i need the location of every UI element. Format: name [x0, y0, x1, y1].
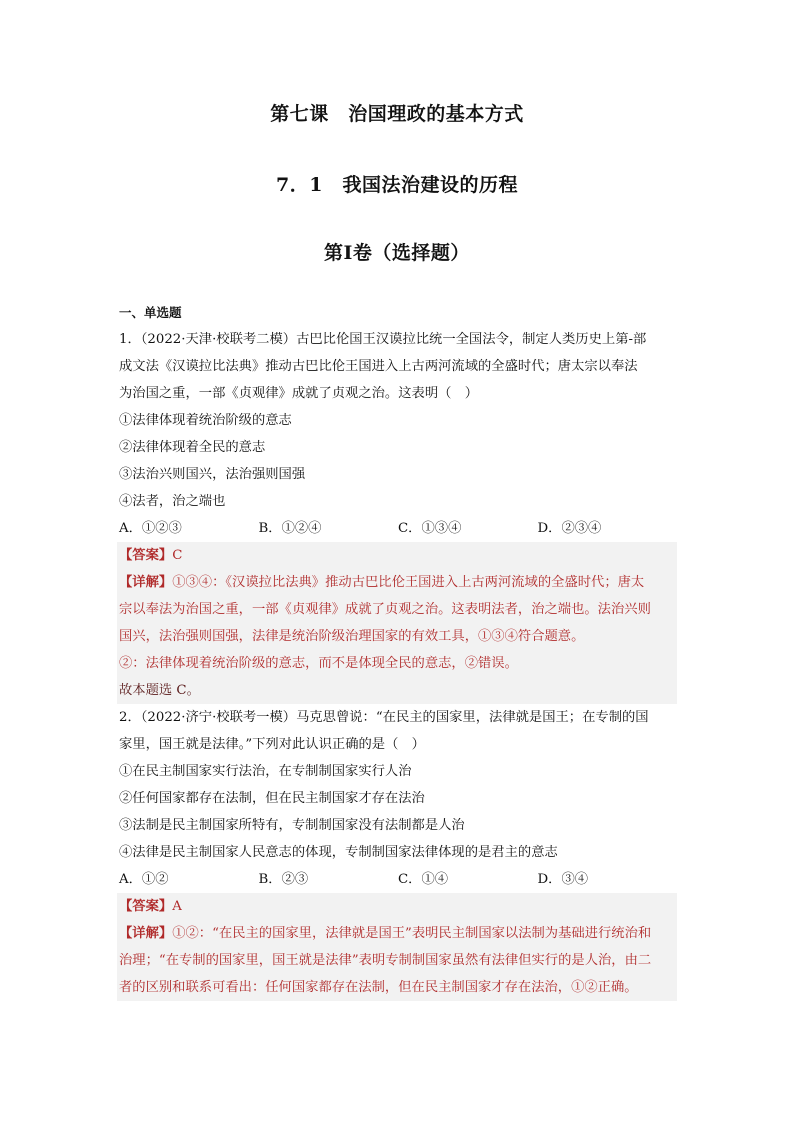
answer-block: [117, 542, 677, 704]
choice-a: A．①②: [119, 872, 169, 887]
answer-label: 【答案】: [119, 548, 173, 563]
detail-label: 【详解】: [119, 926, 173, 941]
question-2: [119, 704, 677, 1001]
detail-line: 者的区别和联系可看出：任何国家都存在法制，但在民主制国家才存在法治，①②正确。: [119, 980, 638, 995]
statement-option: ②任何国家都存在法制，但在民主制国家才存在法治: [119, 791, 425, 806]
answer-choices: [119, 515, 677, 542]
statement-option: ②法律体现着全民的意志: [119, 440, 266, 455]
question-stem: [119, 326, 677, 407]
detail-text: ①③④：《汉谟拉比法典》推动古巴比伦王国进入上古两河流域的全盛时代；唐太: [172, 575, 645, 590]
question-1: [119, 326, 677, 704]
choice-c: C．①③④: [398, 521, 462, 536]
choice-d: D．③④: [537, 872, 589, 887]
detail-line: [119, 569, 675, 596]
choice-b: B．①②④: [258, 521, 322, 536]
choice-a: A．①②③: [119, 521, 182, 536]
stem-line: 为治国之重，一部《贞观律》成就了贞观之治。这表明（ ）: [119, 386, 479, 401]
statement-option: ④法律是民主制国家人民意志的体现，专制制国家法律体现的是君主的意志: [119, 845, 558, 860]
lesson-title: 第七课 治国理政的基本方式: [270, 103, 524, 125]
detail-line: [119, 920, 675, 947]
statement-option: ④法者，治之端也: [119, 494, 226, 509]
detail-line: 宗以奉法为治国之重，一部《贞观律》成就了贞观之治。这表明法者，治之端也。法治兴则: [119, 602, 651, 617]
answer-choices: [119, 866, 677, 893]
choice-b: B．②③: [258, 872, 309, 887]
part-heading: 一、单选题: [119, 305, 182, 320]
statement-option: ①在民主制国家实行法治，在专制制国家实行人治: [119, 764, 412, 779]
detail-line: 国兴，法治强则国强，法律是统治阶级治理国家的有效工具，①③④符合题意。: [119, 629, 585, 644]
stem-line: 家里，国王就是法律。”下列对此认识正确的是（ ）: [119, 737, 425, 752]
stem-line: 成文法《汉谟拉比法典》推动古巴比伦王国进入上古两河流域的全盛时代；唐太宗以奉法: [119, 359, 638, 374]
statement-option: ③法制是民主制国家所特有，专制制国家没有法制都是人治: [119, 818, 465, 833]
answer-value: A: [172, 899, 182, 914]
detail-line: 故本题选 C。: [119, 683, 200, 698]
statement-option: ③法治兴则国兴，法治强则国强: [119, 467, 306, 482]
volume-title: 第Ⅰ卷（选择题）: [324, 242, 470, 264]
answer-label: 【答案】: [119, 899, 173, 914]
stem-line: 2．（2022·济宁·校联考一模）马克思曾说：“在民主的国家里，法律就是国王；在专制的国: [119, 710, 649, 725]
detail-line: ②：法律体现着统治阶级的意志，而不是体现全民的意志，②错误。: [119, 656, 518, 671]
choice-d: D．②③④: [537, 521, 602, 536]
question-content: [119, 300, 677, 1001]
statement-option: ①法律体现着统治阶级的意志: [119, 413, 292, 428]
stem-line: 1．（2022·天津·校联考二模）古巴比伦国王汉谟拉比统一全国法令，制定人类历史上第-部: [119, 332, 647, 347]
detail-text: ①②：“在民主的国家里，法律就是国王”表明民主制国家以法制为基础进行统治和: [172, 926, 652, 941]
answer-line: [119, 542, 675, 569]
detail-line: 治理；“在专制的国家里，国王就是法律”表明专制制国家虽然有法律但实行的是人治，由二: [119, 953, 652, 968]
answer-block: [117, 893, 677, 1001]
choice-c: C．①④: [398, 872, 449, 887]
detail-label: 【详解】: [119, 575, 173, 590]
answer-value: C: [172, 548, 183, 563]
answer-line: [119, 893, 675, 920]
question-stem: [119, 704, 677, 758]
section-title: 7．1 我国法治建设的历程: [276, 174, 518, 196]
